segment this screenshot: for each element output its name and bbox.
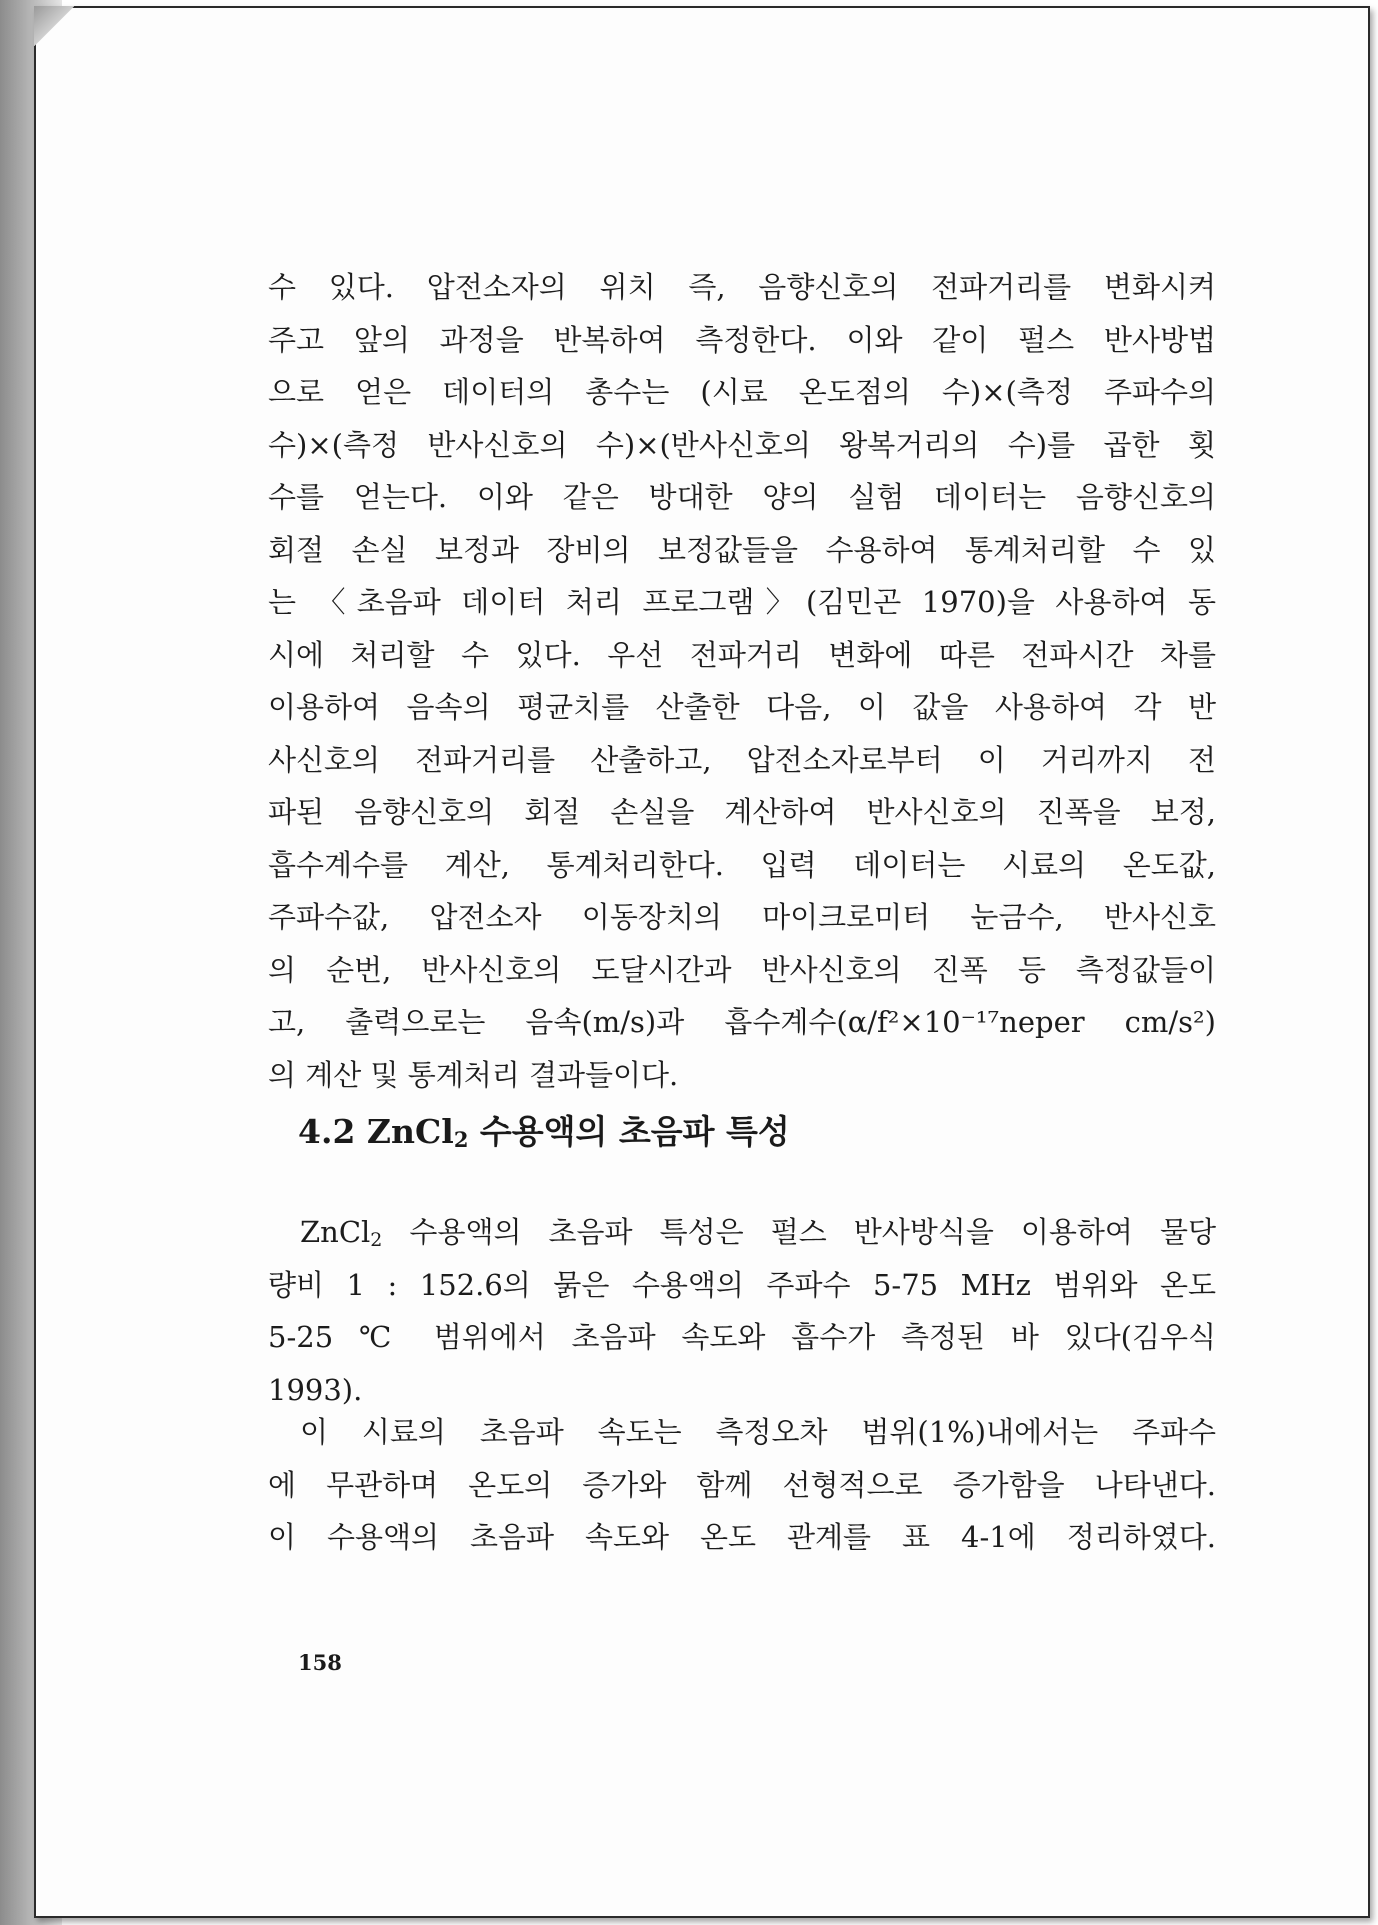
paragraph-1-line: 시에 처리할 수 있다. 우선 전파거리 변화에 따른 전파시간 차를 <box>268 637 1216 672</box>
paragraph-2-line: 1993). <box>268 1372 363 1407</box>
paragraph-1-line: 의 순번, 반사신호의 도달시간과 반사신호의 진폭 등 측정값들이 <box>268 952 1216 987</box>
page-corner-fold <box>34 6 74 46</box>
section-title-prefix: ZnCl <box>366 1112 454 1151</box>
paragraph-1-line: 수)×(측정 반사신호의 수)×(반사신호의 왕복거리의 수)를 곱한 횟 <box>268 427 1216 462</box>
paragraph-1-line: 회절 손실 보정과 장비의 보정값들을 수용하여 통계처리할 수 있 <box>268 532 1216 567</box>
paragraph-1-line: 으로 얻은 데이터의 총수는 (시료 온도점의 수)×(측정 주파수의 <box>268 375 1216 409</box>
paragraph-1-line: 수 있다. 압전소자의 위치 즉, 음향신호의 전파거리를 변화시켜 <box>268 270 1216 304</box>
paragraph-2-formula-prefix: ZnCl <box>300 1215 371 1249</box>
paragraph-2-formula-subscript: 2 <box>370 1229 383 1251</box>
paragraph-3-line: 이 수용액의 초음파 속도와 온도 관계를 표 4-1에 정리하였다. <box>268 1520 1216 1554</box>
section-title-subscript: 2 <box>453 1127 469 1152</box>
paragraph-3-line: 이 시료의 초음파 속도는 측정오차 범위(1%)내에서는 주파수 <box>300 1415 1216 1449</box>
paragraph-1-line: 주파수값, 압전소자 이동장치의 마이크로미터 눈금수, 반사신호 <box>268 900 1216 934</box>
paragraph-1-line: 수를 얻는다. 이와 같은 방대한 양의 실험 데이터는 음향신호의 <box>268 480 1216 514</box>
paragraph-2-line: 5-25 ℃ 범위에서 초음파 속도와 흡수가 측정된 바 있다(김우식 <box>268 1320 1216 1354</box>
paragraph-1-line: 파된 음향신호의 회절 손실을 계산하여 반사신호의 진폭을 보정, <box>268 795 1216 829</box>
paragraph-3-line: 에 무관하며 온도의 증가와 함께 선형적으로 증가함을 나타낸다. <box>268 1467 1216 1502</box>
paragraph-2-line <box>300 1207 1216 1257</box>
page-number: 158 <box>298 1650 342 1675</box>
paragraph-1-line: 주고 앞의 과정을 반복하여 측정한다. 이와 같이 펄스 반사방법 <box>268 322 1216 357</box>
section-heading <box>298 1106 790 1153</box>
paragraph-1-line: 는 〈초음파 데이터 처리 프로그램〉(김민곤 1970)을 사용하여 동 <box>268 585 1216 619</box>
paragraph-1-line: 의 계산 및 통계처리 결과들이다. <box>268 1057 679 1092</box>
paragraph-2-line-1-text: 수용액의 초음파 특성은 펄스 반사방식을 이용하여 물당 <box>382 1215 1216 1249</box>
paragraph-1-line: 고, 출력으로는 음속(m/s)과 흡수계수(α/f²×10⁻¹⁷neper cm/s²) <box>268 1005 1216 1039</box>
section-title-suffix: 수용액의 초음파 특성 <box>468 1112 790 1151</box>
paragraph-1-line: 이용하여 음속의 평균치를 산출한 다음, 이 값을 사용하여 각 반 <box>268 690 1216 724</box>
paragraph-2-line: 량비 1 : 152.6의 묽은 수용액의 주파수 5-75 MHz 범위와 온도 <box>268 1267 1216 1302</box>
paragraph-1-line: 사신호의 전파거리를 산출하고, 압전소자로부터 이 거리까지 전 <box>268 742 1216 777</box>
section-number: 4.2 <box>298 1112 356 1151</box>
paragraph-1-line: 흡수계수를 계산, 통계처리한다. 입력 데이터는 시료의 온도값, <box>268 847 1216 882</box>
